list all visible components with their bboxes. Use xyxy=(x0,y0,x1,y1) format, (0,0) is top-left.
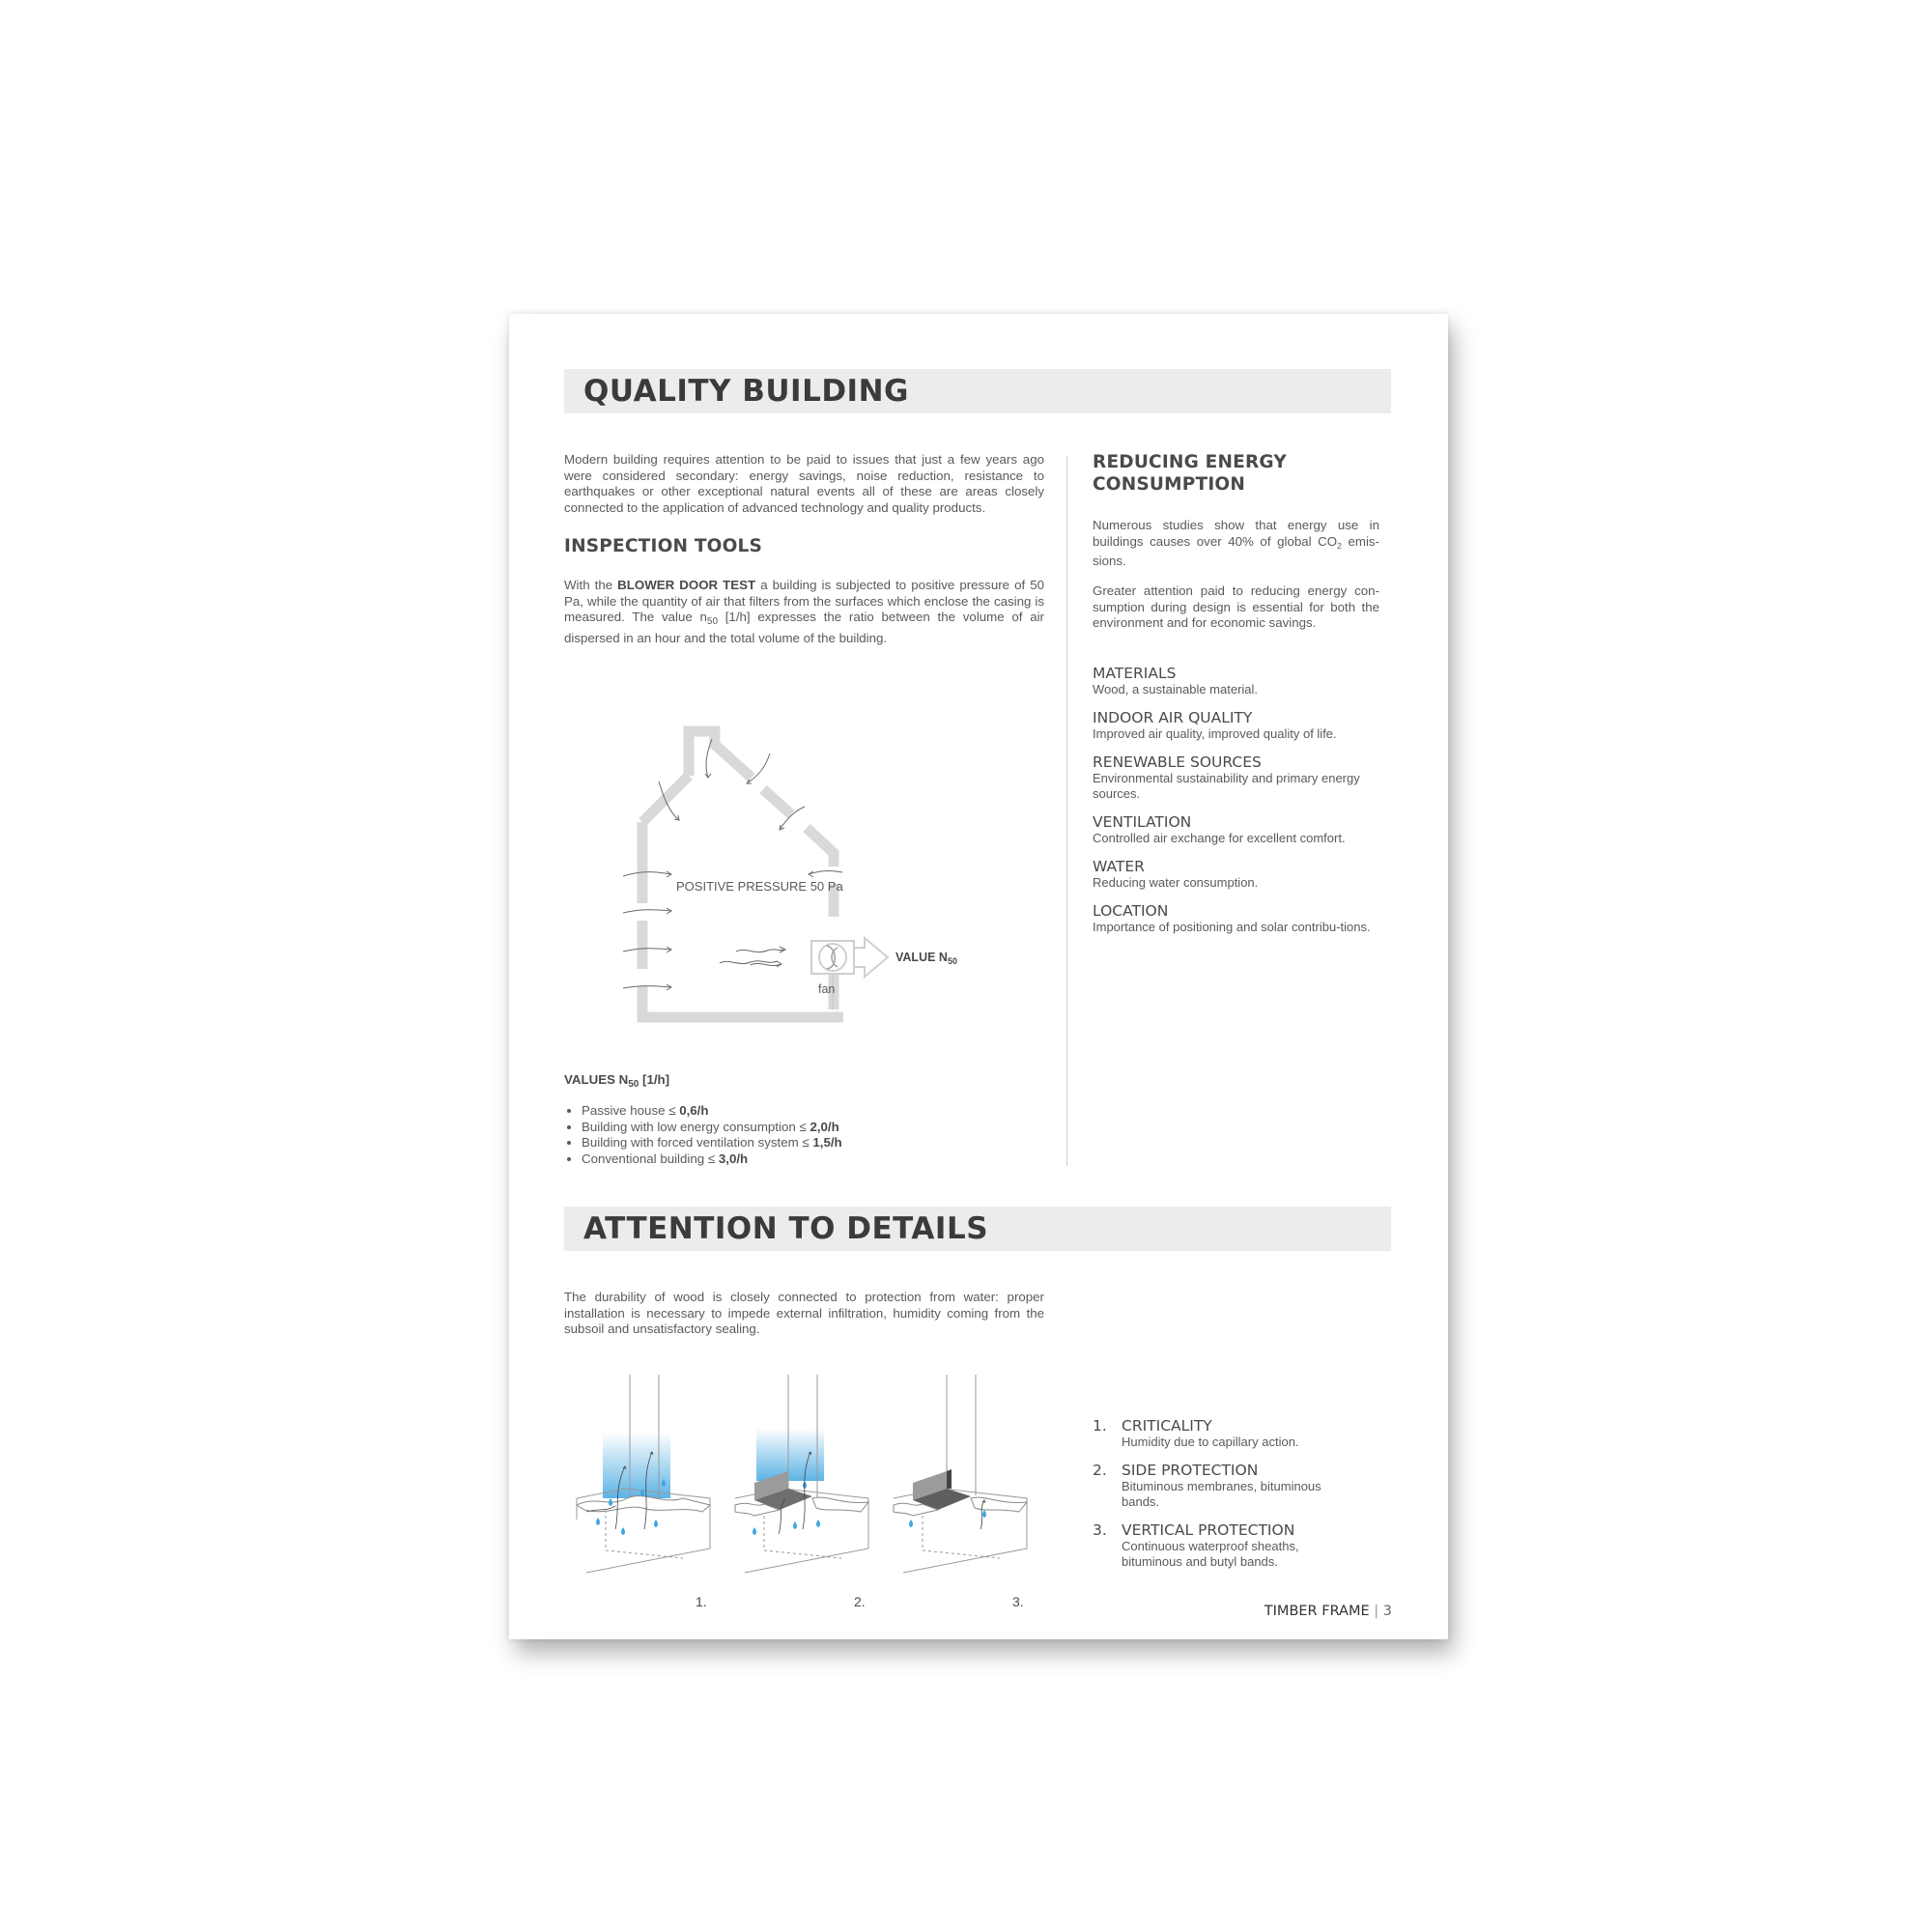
value-n50-label: VALUE $N_{50}$ xyxy=(895,951,957,966)
page-number: 3 xyxy=(1382,1604,1392,1619)
detail-item-criticality: 1. CRITICALITY Humidity due to capillary action. xyxy=(1093,1417,1299,1449)
blower-door-diagram xyxy=(615,720,982,1029)
topic-water: WATER Reducing water consumption. xyxy=(1093,858,1259,890)
details-intro: The durability of wood is closely connected to protection from water: proper installation is necessary to impede external infiltration, humidity coming from the subsoil and unsatisfactory sealing. xyxy=(564,1290,1044,1337)
page-footer xyxy=(1264,1604,1392,1619)
section-title-details: ATTENTION TO DETAILS xyxy=(583,1211,989,1246)
detail-item-vertical-protection: 3. VERTICAL PROTECTION Continuous waterproof sheaths, bituminous and butyl bands. xyxy=(1093,1521,1299,1569)
values-heading: VALUES $N_{50}$ [1/h] xyxy=(564,1072,670,1090)
list-item: • Conventional building ≤ 3,0/h xyxy=(582,1151,968,1168)
inspection-heading: INSPECTION TOOLS xyxy=(564,536,763,556)
energy-para-2: Greater attention paid to reducing energy con-sumption during design is essential for both the environment and for economic savings. xyxy=(1093,583,1379,631)
list-item: • Passive house ≤ 0,6/h xyxy=(582,1103,968,1120)
pressure-label: POSITIVE PRESSURE 50 Pa xyxy=(676,879,843,894)
topic-materials: MATERIALS Wood, a sustainable material. xyxy=(1093,665,1259,696)
section-title-quality: QUALITY BUILDING xyxy=(583,374,909,409)
figure-label-1: 1. xyxy=(696,1594,707,1609)
figure-label-3: 3. xyxy=(1012,1594,1024,1609)
inspection-text: With the BLOWER DOOR TEST a building is subjected to positive pressure of 50 Pa, while the quantity of air that filters from the surfaces which enclose the casing is measured. The value $n_{50}$ [1/h] expresses the ratio between the volume of air dispersed in an hour and the total volume of the building. xyxy=(564,578,1044,645)
figure-label-2: 2. xyxy=(854,1594,866,1609)
detail-figure-2 xyxy=(735,1375,868,1609)
roof-left-gap-start xyxy=(713,743,752,778)
topic-ventilation: VENTILATION Controlled air exchange for excellent comfort. xyxy=(1093,813,1346,845)
energy-heading: REDUCING ENERGY CONSUMPTION xyxy=(1093,452,1288,495)
detail-figure-1 xyxy=(577,1375,710,1609)
column-divider xyxy=(1066,456,1067,1166)
detail-figure-3 xyxy=(894,1375,1027,1609)
topic-renewable-sources: RENEWABLE SOURCES Environmental sustainability and primary energy sources. xyxy=(1093,753,1360,801)
detail-figures xyxy=(567,1375,1050,1609)
quality-intro: Modern building requires attention to be paid to issues that just a few years ago were considered secondary: energy savings, noise reduction, resistance to earthquakes or other exceptional natural events all of these are areas closely connected to the application of advanced technology and quality products. xyxy=(564,452,1044,515)
list-item: • Building with low energy consumption ≤ 2,0/h xyxy=(582,1120,968,1136)
section-band-quality xyxy=(564,369,1391,413)
energy-para-1: Numerous studies show that energy use in buildings causes over 40% of global $CO_2$ emis-sions. xyxy=(1093,518,1379,569)
values-list xyxy=(564,1103,968,1167)
topic-indoor-air-quality: INDOOR AIR QUALITY Improved air quality, improved quality of life. xyxy=(1093,709,1337,741)
document-page xyxy=(509,314,1448,1639)
list-item: • Building with forced ventilation system ≤ 1,5/h xyxy=(582,1135,968,1151)
section-band-details xyxy=(564,1207,1391,1251)
fan-label: fan xyxy=(818,982,836,996)
detail-item-side-protection: 2. SIDE PROTECTION Bituminous membranes, bituminous bands. xyxy=(1093,1462,1321,1509)
footer-brand: TIMBER FRAME xyxy=(1264,1604,1370,1619)
footer-separator: | xyxy=(1374,1604,1379,1619)
topic-location: LOCATION Importance of positioning and solar contribu-tions. xyxy=(1093,902,1371,934)
